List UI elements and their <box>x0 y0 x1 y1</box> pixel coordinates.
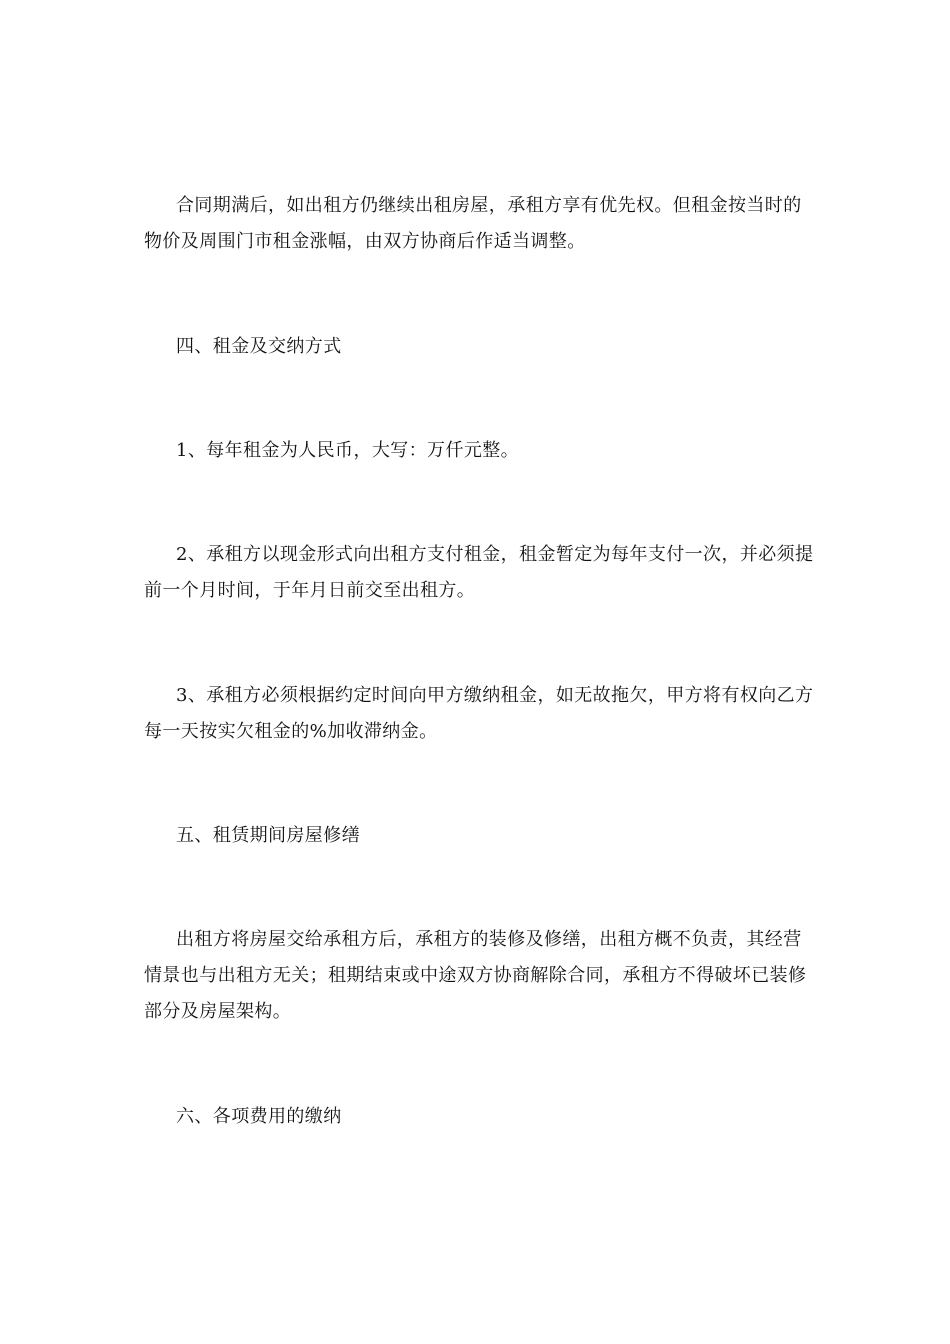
paragraph-repairs-terms: 出租方将房屋交给承租方后，承租方的装修及修缮，出租方概不负责，其经营情景也与出租方无关；租期结束或中途双方协商解除合同，承租方不得破坏已装修部分及房屋架构。 <box>144 929 807 1022</box>
paragraph-payment-method: 2、承租方以现金形式向出租方支付租金，租金暂定为每年支付一次，并必须提前一个月时间，于年月日前交至出租方。 <box>144 544 814 601</box>
section-heading-repairs: 五、租赁期间房屋修缮 <box>176 825 360 846</box>
paragraph-annual-rent: 1、每年租金为人民币，大写：万仟元整。 <box>176 440 520 461</box>
paragraph-late-fee: 3、承租方必须根据约定时间向甲方缴纳租金，如无故拖欠，甲方将有权向乙方每一天按实欠租金的%加收滞纳金。 <box>144 685 814 742</box>
section-heading-fees: 六、各项费用的缴纳 <box>176 1106 342 1127</box>
section-heading-rent-payment: 四、租金及交纳方式 <box>176 336 342 357</box>
paragraph-renewal-priority: 合同期满后，如出租方仍继续出租房屋，承租方享有优先权。但租金按当时的物价及周围门市租金涨幅，由双方协商后作适当调整。 <box>144 195 802 252</box>
